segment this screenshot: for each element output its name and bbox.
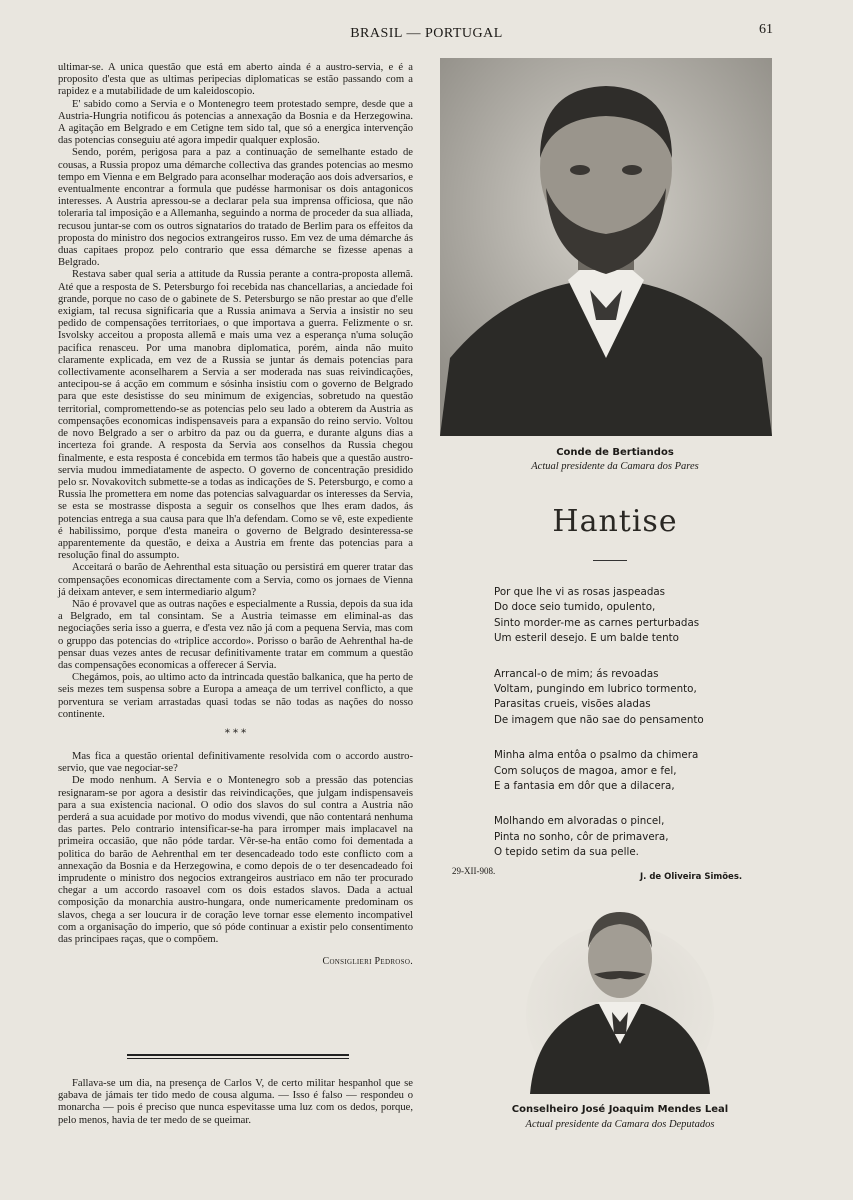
poem-line: Arrancal-o de mim; ás revoadas: [494, 667, 659, 680]
portrait-1-name: Conde de Bertiandos: [556, 447, 674, 458]
section-separator: * * *: [224, 727, 247, 739]
portrait-photo-2: [526, 904, 714, 1094]
poem-line: E a fantasia em dôr que a dilacera,: [494, 780, 675, 793]
poem-title: Hantise: [552, 504, 678, 539]
portrait-2-name: Conselheiro José Joaquim Mendes Leal: [511, 1104, 729, 1115]
page-number: 61: [759, 22, 773, 37]
divider-rule: [127, 1058, 349, 1059]
poem-line: Pinta no sonho, côr de primavera,: [494, 830, 669, 843]
poem-line: De imagem que não sae do pensamento: [494, 713, 704, 726]
poem-line: Sinto morder-me as carnes perturbadas: [494, 616, 700, 629]
divider-rule: [127, 1054, 349, 1056]
anecdote-text: Fallava-se um dia, na presença de Carlos V, de certo militar hespanhol que se gabava de jámais ter tido medo de cousa alguma. — Isso é falso — respondeu o monarcha — pois é preciso que nunca espevitasse uma luz com os dedos, porque, pelo menos, havia de ter medo de se queimar.: [58, 1078, 413, 1126]
article-paragraph: De modo nenhum. A Servia e o Montenegro sob a pressão das potencias resignaram-se por agora a desistir das reivindicações, que julgam indispensaveis para a sua existencia nacional. O odio dos slavos do sul contra a Austria não perderá a sua acuidade por motivo do modus vivendi, que não contentará nenhuma das partes. Pelo contrario intensificar-se-ha para irromper mais implacavel na primeira occasião, que não póde tardar. Vêr-se-ha então como foi dementada a politica do barão de Aehrenthal em ter desencadeado todo este conflicto com a annexação da Bosnia e da Herzegowina, e como depois de o ter desencadeado foi imprudente o ministro dos negocios extrangeiros austriaco em não ter procurado chegar a um accordo rasoavel com os dois estados slavos. Dada a actual composição da monarchia austro-hungara, onde numericamente predominam os slavos, chega a ser loucura ir de coração leve tornar esse elemento incompativel com a organisação do imperio, que só póde continuar a existir pelo consentimento das principaes raças, que o compõem.: [58, 775, 413, 946]
article-column: [58, 62, 413, 967]
poem-line: Do doce seio tumido, opulento,: [494, 601, 656, 614]
poem-line: Parasitas crueis, visões aladas: [494, 698, 651, 711]
poem-stanza: [494, 748, 794, 794]
poem-author: J. de Oliveira Simões.: [640, 872, 743, 882]
title-ornament: [593, 560, 627, 561]
poem-line: Voltam, pungindo em lubrico tormento,: [494, 683, 697, 696]
poem-line: O tepido setim da sua pelle.: [494, 846, 639, 859]
poem-stanza: [494, 667, 794, 729]
poem-date: 29-XII-908.: [452, 866, 496, 876]
anecdote-block: [58, 1078, 413, 1127]
poem-line: Um esteril desejo. E um balde tento: [494, 632, 679, 645]
portrait-2-subtitle: Actual presidente da Camara dos Deputados: [525, 1119, 715, 1130]
poem-body: [494, 585, 794, 881]
poem-stanza: [494, 814, 794, 860]
portrait-photo-1: [440, 58, 772, 436]
poem-line: Por que lhe vi as rosas jaspeadas: [494, 586, 666, 598]
article-paragraph: ultimar-se. A unica questão que está em aberto ainda é a austro-servia, e é a proposito d'esta que as ultimas peripecias diplomaticas se estão passando com a rapidez e a mutabilidade de um kaleidoscopio.: [58, 62, 413, 98]
article-paragraph: E' sabido como a Servia e o Montenegro teem protestado sempre, desde que a Austria-Hungria notificou ás potencias a annexação da Bosnia e da Herzegowina. A agitação em Belgrado e em Cetigne tem sido tal, que só a energica intervenção das potencias conseguiu até agora impedir qualquer explosão.: [58, 98, 413, 147]
poem-stanza: [494, 585, 794, 647]
poem-line: Molhando em alvoradas o pincel,: [494, 815, 665, 828]
poem-line: Minha alma entôa o psalmo da chimera: [494, 749, 699, 762]
running-header: BRASIL — PORTUGAL: [350, 26, 503, 41]
article-signature: Consiglieri Pedroso.: [322, 956, 413, 968]
portrait-1-subtitle: Actual presidente da Camara dos Pares: [531, 461, 699, 472]
poem-line: Com soluços de magoa, amor e fel,: [494, 764, 677, 777]
article-paragraph: Chegámos, pois, ao ultimo acto da intrincada questão balkanica, que ha perto de seis mezes tem suspensa sobre a Europa a ameaça de um terrivel conflicto, a que porventura se veriam arrastadas quasi todas se não todas as nações do nosso continente.: [58, 672, 413, 720]
portrait-2-image: [526, 904, 714, 1094]
article-paragraph: Sendo, porém, perigosa para a paz a continuação de semelhante estado de cousas, a Russia propoz uma démarche collectiva das grandes potencias ao mesmo tempo em Vienna e em Belgrado para aconselhar moderação aos dois adversarios, e eventualmente encontrar a formula que pudésse harmonisar os dois antagonicos interesses. A Austria apressou-se a declarar pela sua imprensa officiosa, que não toleraria tal imposição e a Allemanha, seguindo a norma de proceder da sua alliada, recusou juntar-se com os outros signatarios do tratado de Berlim para os effeitos da proposta do ministro dos negocios extrangeiros russo. Em vez de uma démarche ás duas capitaes propoz pelo contrario que essa démarche se fizesse apenas a Belgrado.: [58, 147, 413, 269]
portrait-1-image: [440, 58, 772, 436]
article-paragraph: Não é provavel que as outras nações e especialmente a Russia, depois da sua ida a Belgrado, em tal consintam. Se a Austria teimasse em eliminal-as das negociações seria isso a guerra, e d'esta vez não já com a pequena Servia, mas com o gruppo das potencias do «triplice accordo». Porisso o barão de Aehrenthal ha-de pensar duas vezes antes de recusar definitivamente tratar em commum a questão das compensações economicas a offerecer á Servia.: [58, 598, 413, 671]
article-paragraph: Restava saber qual seria a attitude da Russia perante a contra-proposta allemã. Até que a resposta de S. Petersburgo foi recebida nas chancellarias, a anciedade foi grande, porque no caso de o gabinete de S. Petersburgo se não prestar ao que d'elle exigiam, tal recusa significaria que a Russia animava a Servia a insistir no seu pedido de compensações territoriaes, o que importava a guerra. Felizmente o sr. Isvolsky acceitou a proposta allemã e mais uma vez a esperança n'uma solução pacifica renasceu. Por uma manobra diplomatica, porém, ainda não muito claramente explicada, em vez de a Russia se juntar ás demais potencias para collectivamente aconselharem a Servia a ser moderada nas suas reivindicações, antecipou-se á acção em commum e sósinha insistiu com o governo de Belgrado para que este desistisse do seu minimum de exigencias, sobretudo na questão territorial, compromettendo-se as potencias pelo seu lado a obterem da Austria as compensações economicas indispensaveis para a expansão do reino servio. Voltou de novo Belgrado a ser o arbitro da paz ou da guerra, e durante alguns dias a incerteza foi grande. A resposta da Servia aos conselhos da Russia chegou finalmente, e esta resposta é concebida em termos tão habeis que a questão austro-servia mudou immediatamente de aspecto. O governo de concentração presidido pelo sr. Novakovitch submette-se a todas as indicações de S. Petersburgo, e como a Russia lhe promettera em nome das potencias salvaguardar os interesses da Servia, se esta se mostrasse disposta a seguir os conselhos que lhes eram dados, ás potencias entrega a sua causa para que lh'a defendam. Como se vê, este expediente é habilissimo, porque d'esta maneira o governo de Belgrado desinteressa-se apparentemente da questão, e deixa a Austria em frente das potencias para a resolução final do assumpto.: [58, 269, 413, 562]
article-paragraph: Mas fica a questão oriental definitivamente resolvida com o accordo austro-servio, que vae negociar-se?: [58, 750, 413, 775]
article-paragraph: Acceitará o barão de Aehrenthal esta situação ou persistirá em querer tratar das compensações economicas directamente com a Servia, como os jornaes de Vienna já deixam antever, e sem intermediario algum?: [58, 562, 413, 598]
